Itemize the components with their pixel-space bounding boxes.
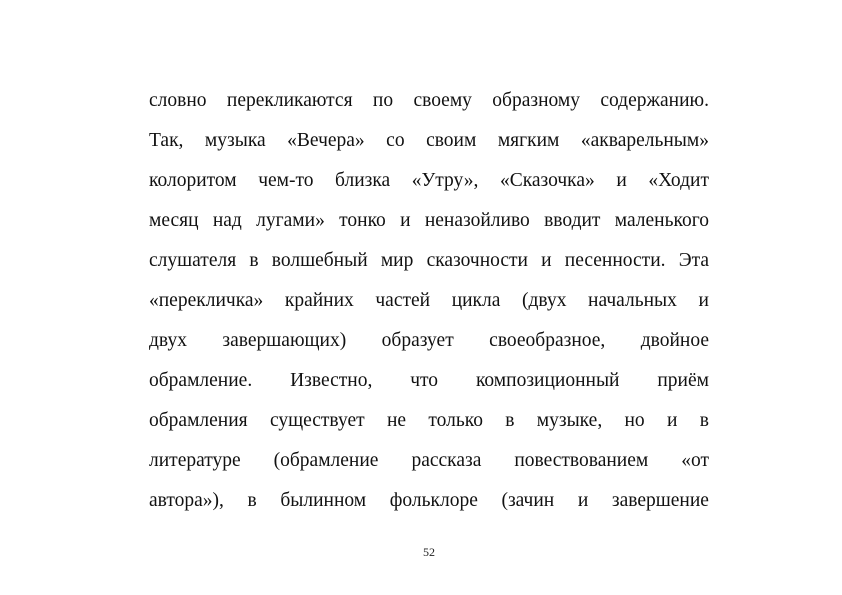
word: частей (375, 290, 431, 311)
word: двух (149, 330, 187, 351)
word: чем-то (258, 170, 314, 191)
word: неназойливо (424, 210, 530, 231)
word: композиционный (475, 370, 620, 391)
word: и (698, 290, 709, 311)
word: перекликаются (226, 90, 353, 111)
text-line (149, 85, 709, 125)
word: но (624, 410, 645, 431)
word: своим (426, 130, 477, 151)
word: Эта (678, 250, 709, 271)
word: двойное (640, 330, 709, 351)
word: лугами» (256, 210, 325, 231)
text-line (149, 485, 709, 525)
word: месяц (149, 210, 199, 231)
word: и (577, 490, 589, 511)
word: и (400, 210, 411, 231)
word: (двух (522, 290, 567, 311)
word: по (372, 90, 394, 111)
word: в (249, 250, 259, 271)
word: содержанию. (600, 90, 709, 111)
word: тонко (339, 210, 386, 231)
word: образует (381, 330, 454, 351)
word: образному (492, 90, 580, 111)
word: слушателя (149, 250, 237, 271)
word: словно (149, 90, 207, 111)
word: музыка (204, 130, 266, 151)
word: в (699, 410, 709, 431)
word: приём (657, 370, 709, 391)
word: рассказа (411, 450, 482, 471)
text-line (149, 365, 709, 405)
word: Известно, (290, 370, 373, 391)
word: «Ходит (648, 170, 709, 191)
word: своеобразное, (489, 330, 606, 351)
text-line (149, 445, 709, 485)
word: со (386, 130, 405, 151)
word: сказочности (426, 250, 528, 271)
text-line (149, 245, 709, 285)
word: начальных (588, 290, 677, 311)
word: колоритом (149, 170, 237, 191)
word: маленького (614, 210, 709, 231)
word: в (247, 490, 257, 511)
word: и (616, 170, 627, 191)
word: цикла (451, 290, 501, 311)
word: песенности. (564, 250, 666, 271)
word: своему (413, 90, 472, 111)
text-line (149, 165, 709, 205)
word: мягким (497, 130, 560, 151)
page-number: 52 (423, 545, 435, 559)
word: только (428, 410, 483, 431)
word: «Вечера» (287, 130, 365, 151)
word: завершающих) (222, 330, 347, 351)
word: (зачин (501, 490, 555, 511)
word: обрамления (149, 410, 248, 431)
word: крайних (284, 290, 354, 311)
word: «акварельным» (580, 130, 709, 151)
word: вводит (544, 210, 601, 231)
word: волшебный (271, 250, 368, 271)
text-line (149, 325, 709, 365)
text-line (149, 125, 709, 165)
word: что (410, 370, 439, 391)
word: (обрамление (273, 450, 379, 471)
text-line (149, 205, 709, 245)
word: в (505, 410, 515, 431)
word: «Утру», (411, 170, 479, 191)
word: былинном (280, 490, 367, 511)
word: литературе (149, 450, 241, 471)
word: завершение (611, 490, 709, 511)
word: «перекличка» (149, 290, 264, 311)
word: повествованием (514, 450, 649, 471)
word: автора»), (149, 490, 224, 511)
word: и (666, 410, 678, 431)
word: не (386, 410, 407, 431)
text-line (149, 405, 709, 445)
word: близка (335, 170, 391, 191)
word: над (212, 210, 242, 231)
text-line (149, 285, 709, 325)
word: существует (269, 410, 365, 431)
word: и (541, 250, 552, 271)
word: «от (681, 450, 709, 471)
word: Так, (149, 130, 184, 151)
body-paragraph (149, 85, 709, 525)
word: музыке, (536, 410, 603, 431)
word: «Сказочка» (499, 170, 595, 191)
word: обрамление. (149, 370, 253, 391)
word: фольклоре (389, 490, 478, 511)
word: мир (380, 250, 414, 271)
